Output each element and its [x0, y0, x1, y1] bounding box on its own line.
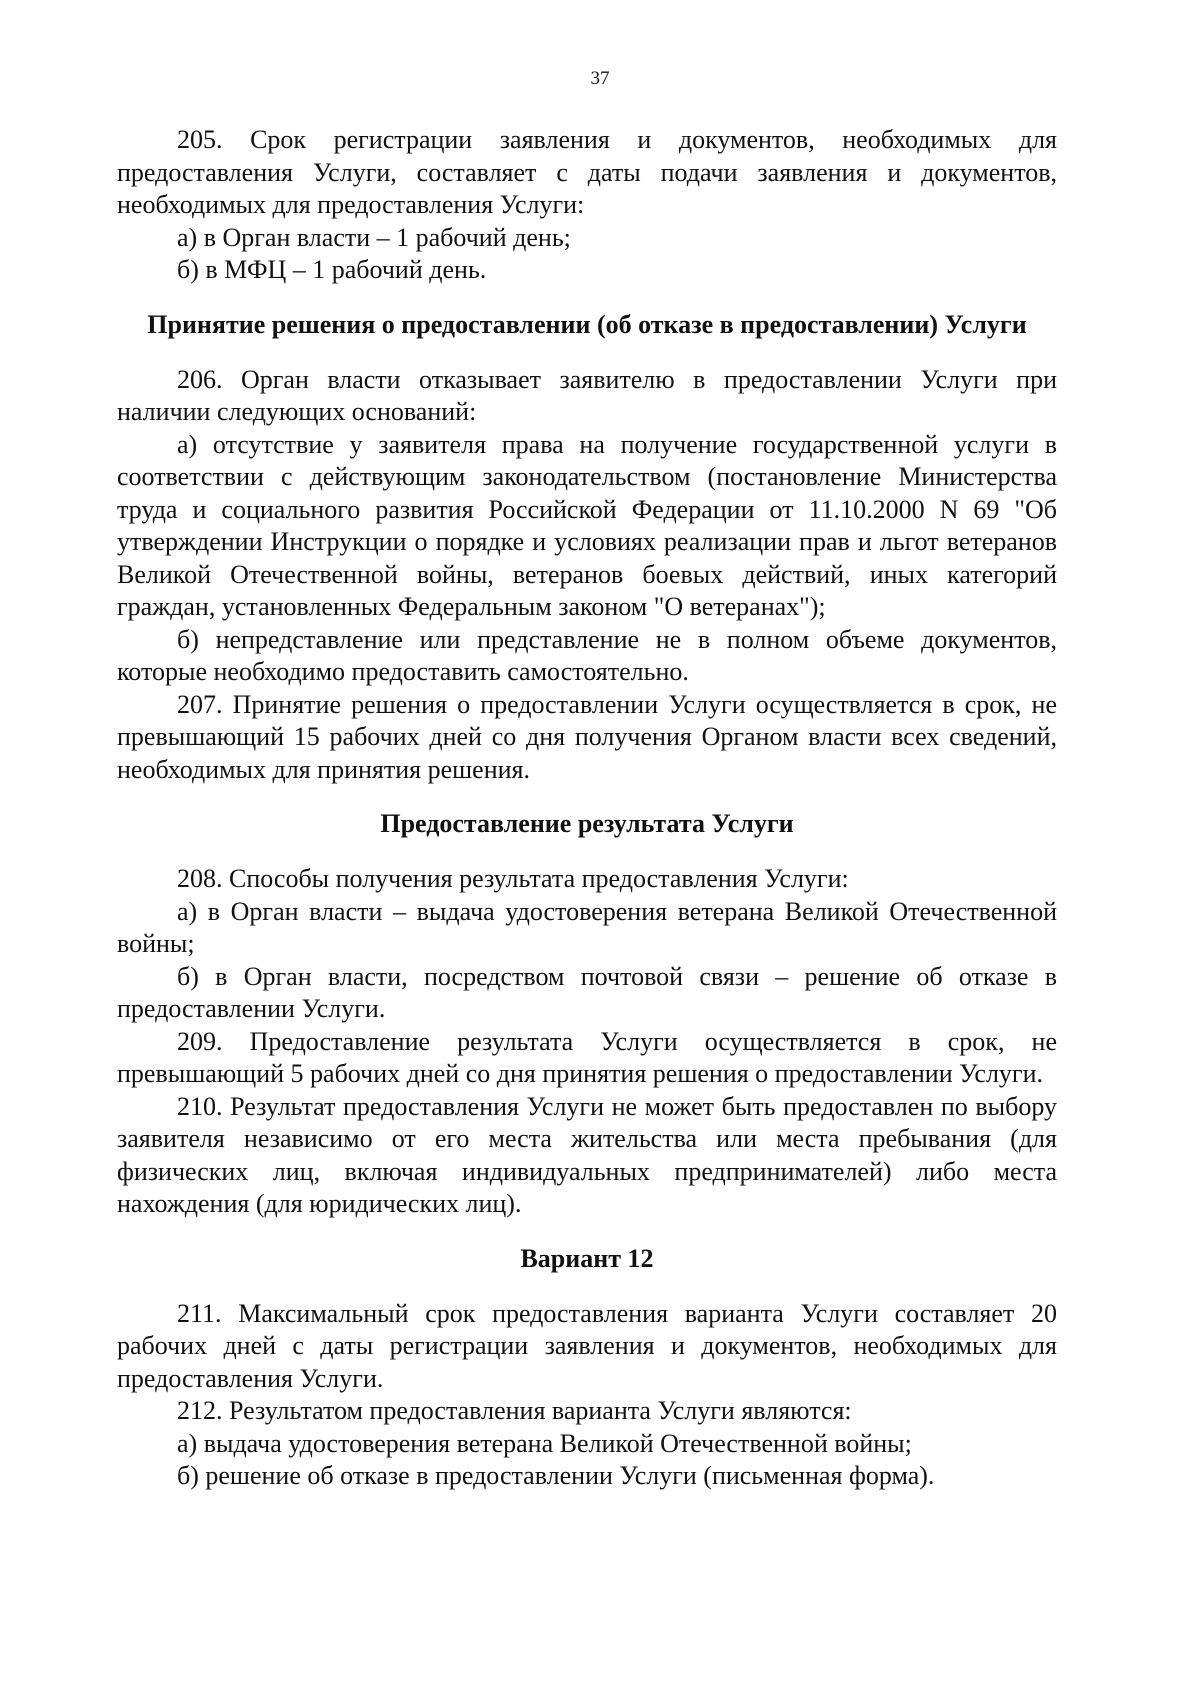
section-heading-decision: Принятие решения о предоставлении (об отказе в предоставлении) Услуги: [147, 309, 1027, 339]
paragraph-206: 206. Орган власти отказывает заявителю в предоставлении Услуги при наличии следующих оснований:: [117, 364, 1057, 426]
paragraph-206-a: а) отсутствие у заявителя права на получение государственной услуги в соответствии с действующим законодательством (постановление Министерства труда и социального развития Российской Федерации от 11.10.2000 N 69 "Об утверждении Инструкции о порядке и условиях реализации прав и льгот ветеранов Великой Отечественной войны, ветеранов боевых действий, иных категорий граждан, установленных Федеральным законом "О ветеранах");: [117, 429, 1057, 621]
paragraph-206-b: б) непредставление или представление не в полном объеме документов, которые необходимо предоставить самостоятельно.: [117, 624, 1057, 686]
paragraph-211: 211. Максимальный срок предоставления варианта Услуги составляет 20 рабочих дней с даты регистрации заявления и документов, необходимых для предоставления Услуги.: [117, 1298, 1057, 1393]
paragraph-212: 212. Результатом предоставления варианта Услуги являются:: [177, 1396, 852, 1425]
paragraph-205-b: б) в МФЦ – 1 рабочий день.: [177, 255, 487, 284]
paragraph-208: 208. Способы получения результата предоставления Услуги:: [177, 864, 849, 893]
paragraph-209: 209. Предоставление результата Услуги осуществляется в срок, не превышающий 5 рабочих дней со дня принятия решения о предоставлении Услуги.: [117, 1026, 1057, 1088]
paragraph-212-b: б) решение об отказе в предоставлении Услуги (письменная форма).: [177, 1461, 935, 1490]
paragraph-205: 205. Срок регистрации заявления и документов, необходимых для предоставления Услуги, составляет с даты подачи заявления и документов, необходимых для предоставления Услуги:: [117, 125, 1057, 219]
paragraph-212-a: а) выдача удостоверения ветерана Великой Отечественной войны;: [177, 1428, 912, 1458]
paragraph-207: 207. Принятие решения о предоставлении Услуги осуществляется в срок, не превышающий 15 рабочих дней со дня получения Органом власти всех сведений, необходимых для принятия решения.: [117, 689, 1057, 784]
page-number: 37: [590, 68, 610, 89]
section-heading-variant: Вариант 12: [520, 1243, 654, 1273]
paragraph-210: 210. Результат предоставления Услуги не может быть предоставлен по выбору заявителя независимо от его места жительства или места пребывания (для физических лиц, включая индивидуальных предпринимателей) либо места нахождения (для юридических лиц).: [117, 1091, 1057, 1218]
document-body: [117, 124, 1057, 1493]
paragraph-205-a: а) в Орган власти – 1 рабочий день;: [177, 222, 571, 252]
paragraph-208-a: а) в Орган власти – выдача удостоверения ветерана Великой Отечественной войны;: [117, 896, 1057, 958]
paragraph-208-b: б) в Орган власти, посредством почтовой связи – решение об отказе в предоставлении Услуги.: [117, 961, 1057, 1023]
section-heading-result: Предоставление результата Услуги: [380, 809, 794, 838]
